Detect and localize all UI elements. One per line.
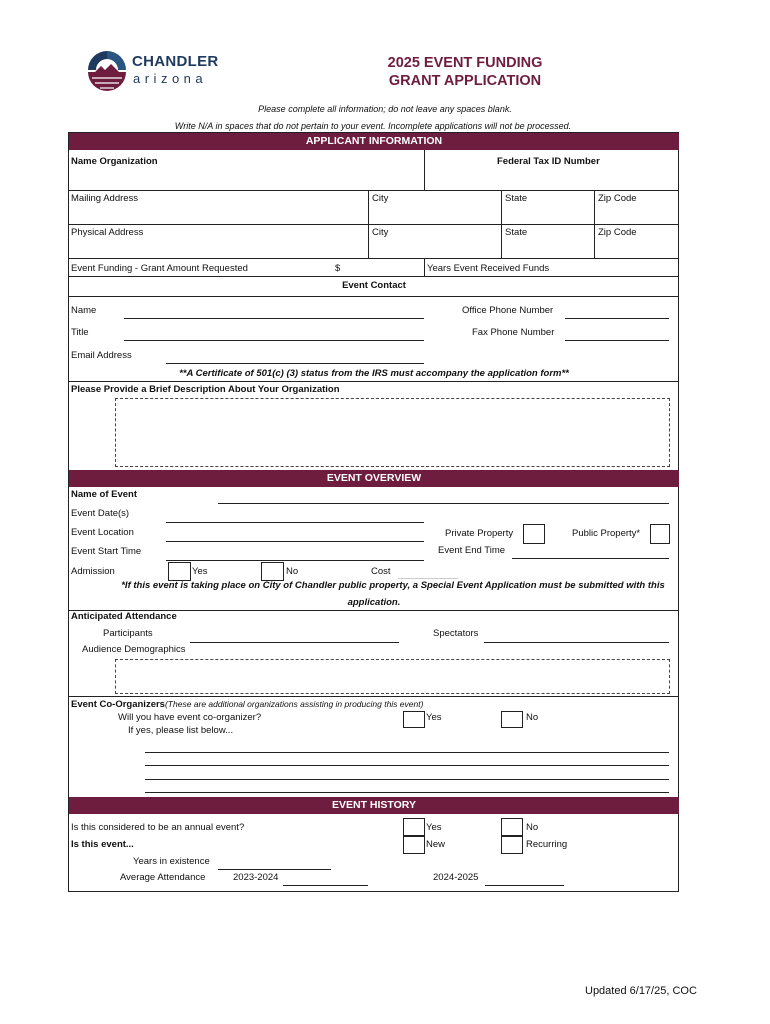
demographics-field[interactable]: [115, 659, 670, 694]
co-organizer-line-1[interactable]: [145, 752, 669, 753]
event-dates-field[interactable]: [166, 522, 424, 523]
co-organizer-no-checkbox[interactable]: [501, 711, 523, 728]
years-existence-label: Years in existence: [133, 856, 210, 867]
physical-zip-label: Zip Code: [598, 227, 637, 238]
certificate-note: **A Certificate of 501(c) (3) status from the IRS must accompany the application form**: [179, 368, 569, 379]
fax-phone-label: Fax Phone Number: [472, 327, 555, 338]
office-phone-label: Office Phone Number: [462, 305, 554, 316]
description-label: Please Provide a Brief Description About Your Organization: [71, 384, 340, 395]
mailing-city-label: City: [372, 193, 389, 204]
spectators-field[interactable]: [484, 642, 669, 643]
new-event-checkbox[interactable]: [403, 836, 425, 854]
cost-label: Cost: [371, 566, 391, 577]
event-contact-header: Event Contact: [342, 280, 406, 291]
contact-title-label: Title: [71, 327, 89, 338]
name-organization-label: Name Organization: [71, 156, 158, 167]
updated-footer: Updated 6/17/25, COC: [585, 985, 697, 997]
email-field[interactable]: [166, 363, 424, 364]
annual-yes-label: Yes: [426, 822, 442, 833]
dollar-sign: $: [335, 263, 341, 274]
admission-yes-label: Yes: [192, 566, 208, 577]
private-property-label: Private Property: [445, 528, 514, 539]
co-organizers-label: Event Co-Organizers: [71, 699, 165, 710]
physical-address-field[interactable]: [70, 239, 366, 257]
annual-no-label: No: [526, 822, 539, 833]
years-received-label: Years Event Received Funds: [427, 263, 550, 274]
recurring-event-checkbox[interactable]: [501, 836, 523, 854]
co-organizer-yes-label: Yes: [426, 712, 442, 723]
co-organizer-list-label: If yes, please list below...: [128, 725, 234, 736]
start-time-field[interactable]: [166, 560, 424, 561]
new-event-label: New: [426, 839, 446, 850]
form-title-line1: 2025 EVENT FUNDING: [387, 55, 543, 71]
private-property-checkbox[interactable]: [523, 524, 545, 544]
logo-subtitle: arizona: [133, 71, 208, 86]
physical-city-label: City: [372, 227, 389, 238]
audience-demographics-label: Audience Demographics: [82, 644, 186, 655]
fax-phone-field[interactable]: [565, 340, 669, 341]
mailing-address-field[interactable]: [70, 205, 366, 223]
applicant-header: APPLICANT INFORMATION: [69, 133, 679, 150]
cost-field[interactable]: [398, 578, 458, 579]
name-of-event-field[interactable]: [218, 503, 669, 504]
event-overview-header: EVENT OVERVIEW: [69, 470, 679, 487]
public-property-label: Public Property*: [572, 528, 641, 539]
admission-label: Admission: [71, 566, 115, 577]
event-location-label: Event Location: [71, 527, 134, 538]
contact-name-field[interactable]: [124, 318, 424, 319]
annual-yes-checkbox[interactable]: [403, 818, 425, 836]
chandler-logo: [85, 47, 225, 95]
public-property-checkbox[interactable]: [650, 524, 670, 544]
admission-yes-checkbox[interactable]: [168, 562, 191, 581]
contact-name-label: Name: [71, 305, 97, 316]
spectators-label: Spectators: [433, 628, 479, 639]
co-organizer-line-2[interactable]: [145, 765, 669, 766]
event-history-header: EVENT HISTORY: [69, 797, 679, 814]
co-organizer-no-label: No: [526, 712, 539, 723]
end-time-label: Event End Time: [438, 545, 506, 556]
instruction-line2: Write N/A in spaces that do not pertain to your event. Incomplete applications will not be processed.: [174, 121, 572, 131]
co-organizers-note: (These are additional organizations assisting in producing this event): [164, 699, 424, 709]
public-property-note-line2: application.: [347, 597, 401, 608]
physical-address-label: Physical Address: [71, 227, 144, 238]
event-location-field[interactable]: [166, 541, 424, 542]
mailing-state-label: State: [505, 193, 528, 204]
mailing-zip-label: Zip Code: [598, 193, 637, 204]
email-label: Email Address: [71, 350, 132, 361]
chandler-logo-mark: [85, 47, 129, 93]
co-organizer-line-3[interactable]: [145, 779, 669, 780]
co-organizer-question: Will you have event co-organizer?: [118, 712, 262, 723]
participants-field[interactable]: [190, 642, 399, 643]
year-2024-2025-label: 2024-2025: [433, 872, 479, 883]
years-existence-field[interactable]: [218, 869, 331, 870]
logo-name: CHANDLER: [132, 53, 219, 70]
federal-tax-field[interactable]: [426, 168, 676, 190]
form-title-line2: GRANT APPLICATION: [388, 73, 542, 89]
year-2023-2024-label: 2023-2024: [233, 872, 279, 883]
attendance-2023-2024-field[interactable]: [283, 885, 368, 886]
name-of-event-label: Name of Event: [71, 489, 137, 500]
contact-title-field[interactable]: [124, 340, 424, 341]
name-organization-field[interactable]: [70, 168, 422, 190]
anticipated-attendance-label: Anticipated Attendance: [71, 611, 177, 622]
event-dates-label: Event Date(s): [71, 508, 130, 519]
attendance-2024-2025-field[interactable]: [485, 885, 564, 886]
federal-tax-label: Federal Tax ID Number: [497, 156, 600, 167]
average-attendance-label: Average Attendance: [120, 872, 206, 883]
co-organizers-heading: [71, 698, 423, 711]
co-organizer-line-4[interactable]: [145, 792, 669, 793]
mailing-address-label: Mailing Address: [71, 193, 139, 204]
end-time-field[interactable]: [512, 558, 669, 559]
annual-question-label: Is this considered to be an annual event?: [71, 822, 245, 833]
start-time-label: Event Start Time: [71, 546, 142, 557]
grant-amount-label: Event Funding - Grant Amount Requested: [71, 263, 248, 274]
admission-no-checkbox[interactable]: [261, 562, 284, 581]
recurring-event-label: Recurring: [526, 839, 568, 850]
public-property-note-line1: *If this event is taking place on City of Chandler public property, a Special Event Application must be submitted with this: [121, 580, 665, 591]
instruction-line1: Please complete all information; do not leave any spaces blank.: [258, 104, 512, 114]
participants-label: Participants: [103, 628, 153, 639]
admission-no-label: No: [286, 566, 299, 577]
is-this-event-label: Is this event...: [71, 839, 134, 850]
description-field[interactable]: [115, 398, 670, 467]
annual-no-checkbox[interactable]: [501, 818, 523, 836]
physical-state-label: State: [505, 227, 528, 238]
co-organizer-yes-checkbox[interactable]: [403, 711, 425, 728]
office-phone-field[interactable]: [565, 318, 669, 319]
